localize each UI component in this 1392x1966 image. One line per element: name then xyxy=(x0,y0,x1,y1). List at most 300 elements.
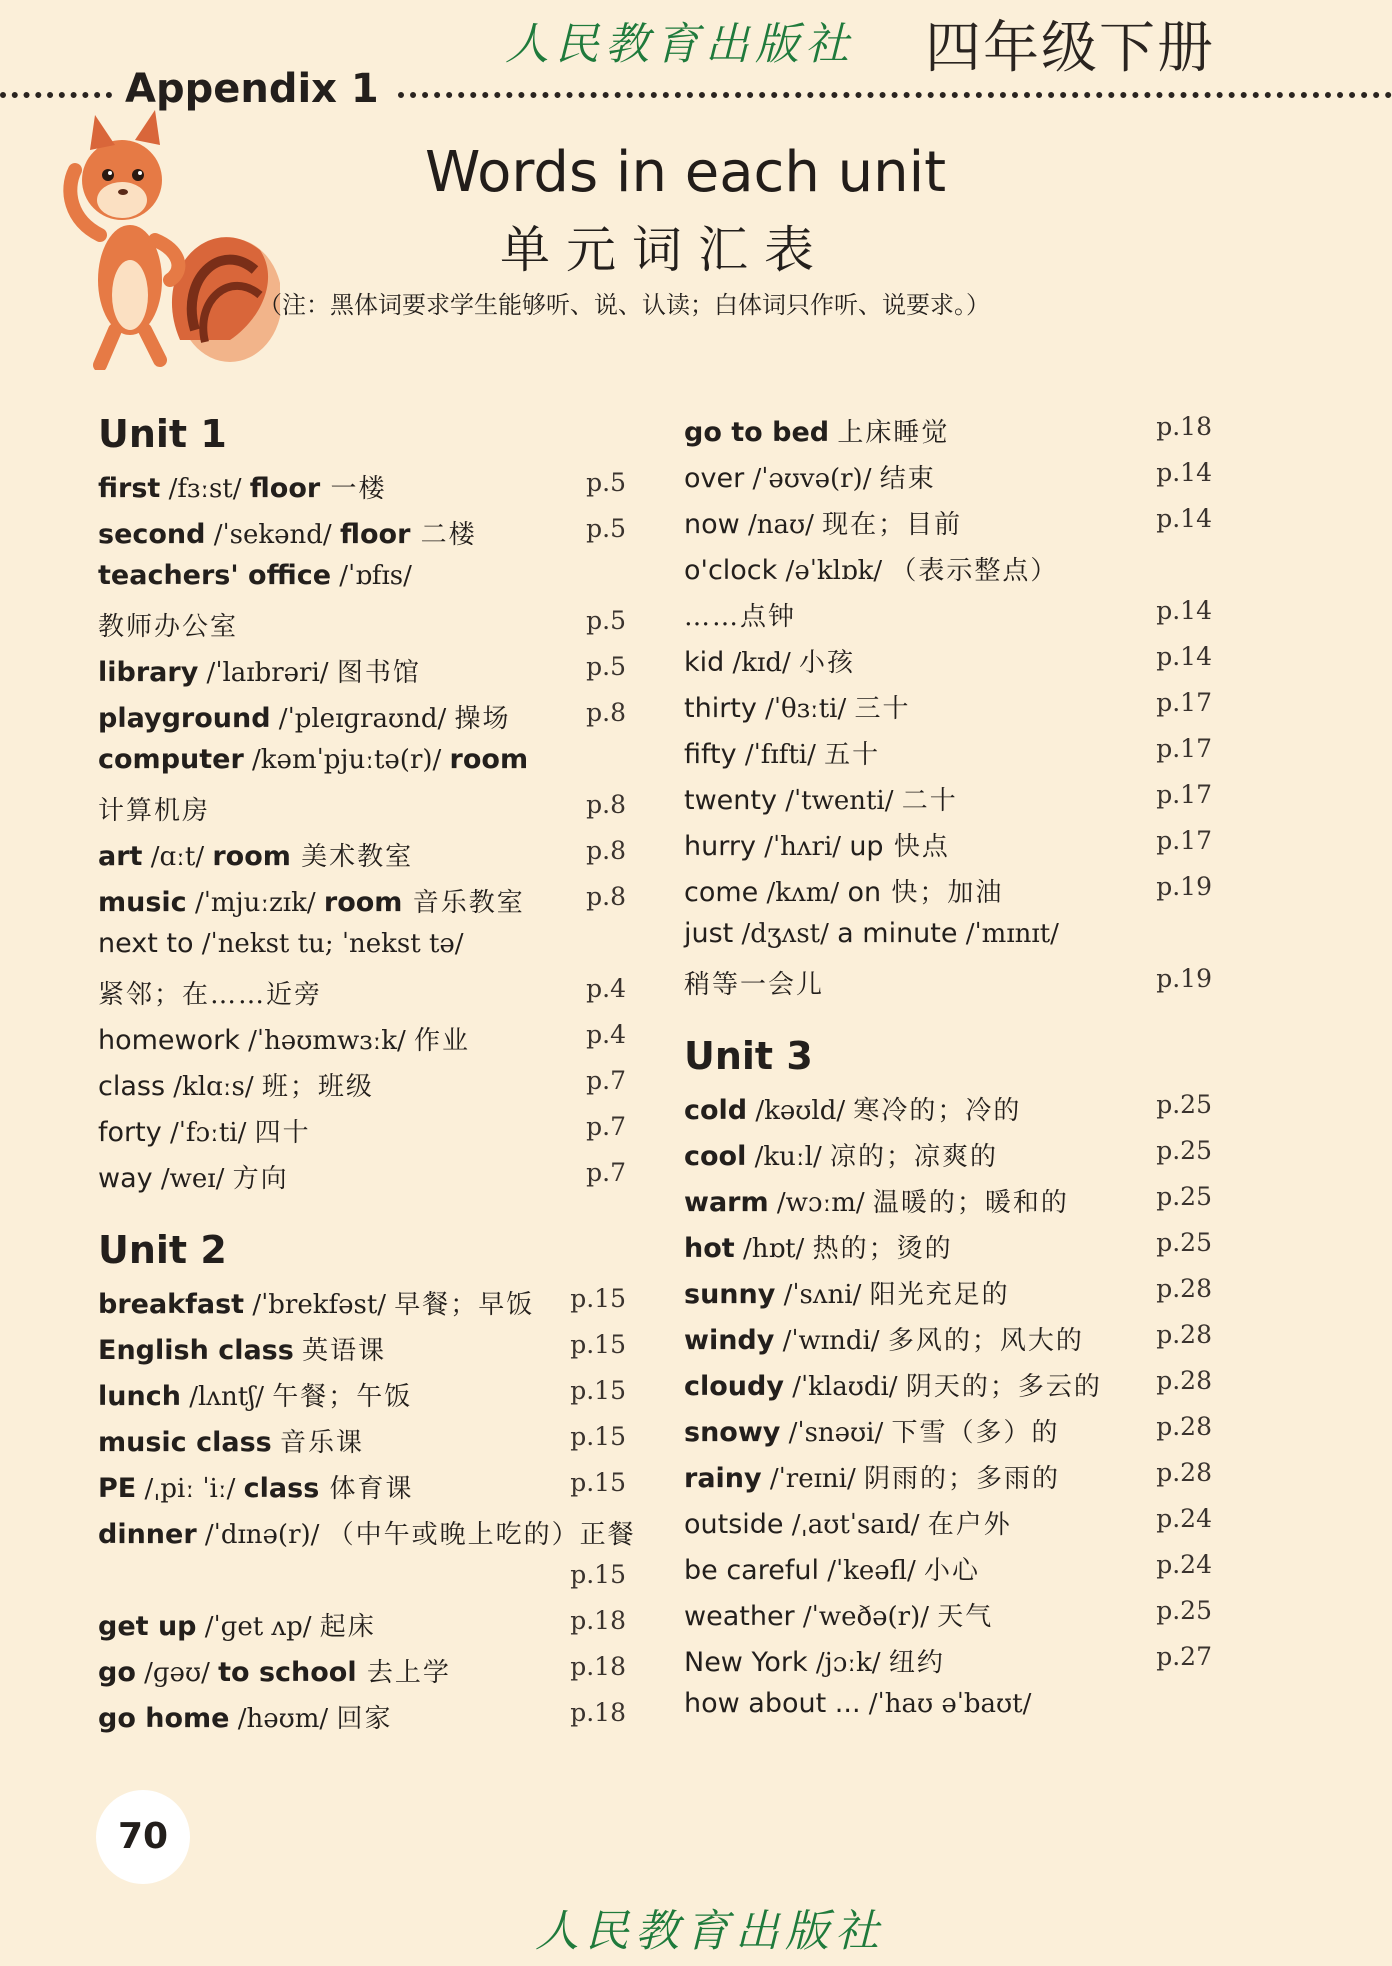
vocabulary-entry xyxy=(684,1688,1224,1728)
entry-meaning: 结束 xyxy=(879,464,936,494)
entry-word: go to bed xyxy=(684,417,830,448)
entry-text xyxy=(684,1228,953,1265)
entry-meaning: 上床睡觉 xyxy=(837,418,950,448)
vocabulary-entry xyxy=(98,1284,638,1324)
entry-page-ref: p.19 xyxy=(1156,872,1212,901)
entry-page-ref: p.17 xyxy=(1156,780,1212,809)
entry-phonetic: /kʌm/ xyxy=(758,878,848,908)
entry-phonetic: /ˈɒfɪs/ xyxy=(331,561,412,591)
vocabulary-entry xyxy=(98,744,638,784)
entry-word: library xyxy=(98,657,199,688)
vocabulary-entry xyxy=(684,1136,1224,1176)
entry-word: go home xyxy=(98,1702,230,1734)
entry-text xyxy=(98,1066,374,1103)
vocabulary-entry xyxy=(98,790,638,830)
vocabulary-entry xyxy=(684,1550,1224,1590)
vocabulary-entry xyxy=(684,458,1224,498)
entry-meaning: 音乐教室 xyxy=(402,888,525,918)
entry-meaning: 音乐课 xyxy=(279,1427,364,1458)
vocabulary-entry xyxy=(684,872,1224,912)
entry-page-ref: p.15 xyxy=(570,1283,626,1313)
entry-text xyxy=(684,642,855,679)
entry-page-ref: p.17 xyxy=(1156,688,1212,717)
entry-word: room xyxy=(449,744,529,775)
entry-page-ref: p.4 xyxy=(586,1020,626,1049)
entry-page-ref: p.18 xyxy=(570,1697,626,1727)
vocabulary-entry xyxy=(98,560,638,600)
entry-page-ref: p.15 xyxy=(570,1375,626,1405)
entry-phonetic: /ˈsekənd/ xyxy=(205,520,340,550)
entry-text xyxy=(98,606,238,643)
vocabulary-entry xyxy=(98,836,638,876)
entry-word: cloudy xyxy=(684,1370,784,1402)
vocabulary-entry xyxy=(684,1274,1224,1314)
entry-page-ref: p.28 xyxy=(1156,1411,1212,1441)
vocabulary-entry xyxy=(684,826,1224,866)
entry-text xyxy=(684,458,936,495)
entry-page-ref: p.15 xyxy=(570,1559,626,1589)
entry-meaning: 英语课 xyxy=(302,1335,387,1366)
entry-text xyxy=(684,872,1003,909)
entry-page-ref: p.4 xyxy=(586,974,626,1003)
entry-word: windy xyxy=(684,1324,775,1356)
entry-text xyxy=(684,1504,1012,1541)
entry-meaning: 快；加油 xyxy=(881,878,1004,908)
entry-page-ref: p.5 xyxy=(586,606,626,635)
entry-text xyxy=(98,790,210,827)
entry-word: dinner xyxy=(98,1518,197,1550)
entry-phonetic: /kəʊld/ xyxy=(747,1095,854,1126)
entry-word: lunch xyxy=(98,1380,181,1412)
entry-text xyxy=(98,468,386,505)
vocabulary-entry xyxy=(98,1468,638,1508)
vocabulary-entry xyxy=(684,780,1224,820)
entry-text xyxy=(98,1698,392,1735)
entry-word: room xyxy=(323,887,403,918)
page-title-chinese: 单元词汇表 xyxy=(500,221,830,279)
unit-heading: Unit 3 xyxy=(684,1033,813,1078)
entry-text xyxy=(684,1642,945,1679)
entry-text xyxy=(98,1514,636,1551)
vocabulary-entry xyxy=(684,1596,1224,1636)
entry-word: cold xyxy=(684,1094,748,1126)
vocabulary-entry xyxy=(98,1066,638,1106)
entry-phonetic: /ˈθɜːti/ xyxy=(756,694,855,724)
entry-word: snowy xyxy=(684,1416,781,1448)
entry-text xyxy=(98,652,421,689)
entry-text xyxy=(684,734,880,771)
entry-page-ref: p.7 xyxy=(586,1066,626,1095)
vocabulary-entry xyxy=(98,882,638,922)
vocabulary-entry xyxy=(98,1422,638,1462)
entry-meaning: 一楼 xyxy=(320,474,387,504)
entry-meaning: 方向 xyxy=(232,1164,289,1194)
vocabulary-entry xyxy=(684,918,1224,958)
vocabulary-entry xyxy=(98,698,638,738)
entry-text xyxy=(98,1422,364,1459)
entry-phonetic: /ˈtwenti/ xyxy=(776,786,902,816)
vocabulary-entry xyxy=(98,1112,638,1152)
vocabulary-entry xyxy=(98,606,638,646)
entry-phonetic: /ˈfɔːti/ xyxy=(161,1118,255,1148)
entry-phonetic: /naʊ/ xyxy=(739,510,823,540)
entry-word: hot xyxy=(684,1232,735,1264)
entry-page-ref: p.18 xyxy=(570,1651,626,1681)
unit-heading: Unit 1 xyxy=(98,412,227,456)
entry-meaning: 现在；目前 xyxy=(822,510,963,540)
entry-phonetic: /ˈhəʊmwɜːk/ xyxy=(239,1026,414,1056)
entry-meaning: 四十 xyxy=(254,1118,311,1148)
entry-text xyxy=(684,1274,1010,1311)
vocabulary-entry xyxy=(684,1504,1224,1544)
entry-meaning: 作业 xyxy=(414,1026,471,1056)
entry-word: sunny xyxy=(684,1278,776,1310)
entry-page-ref: p.25 xyxy=(1156,1595,1212,1625)
vocabulary-entry xyxy=(684,688,1224,728)
entry-text xyxy=(684,1090,1021,1127)
entry-text xyxy=(98,928,464,959)
entry-meaning: 午餐；午饭 xyxy=(272,1381,413,1412)
entry-word: breakfast xyxy=(98,1288,245,1320)
entry-word: homework xyxy=(98,1025,240,1056)
entry-meaning: 热的；烫的 xyxy=(812,1233,953,1264)
entry-word: up xyxy=(849,831,884,862)
publisher-logo-bottom: 人民教育出版社 xyxy=(535,1906,885,1957)
vocabulary-entry xyxy=(684,596,1224,636)
entry-word: rainy xyxy=(684,1462,762,1494)
entry-page-ref: p.18 xyxy=(570,1605,626,1635)
entry-text xyxy=(98,560,412,591)
entry-text xyxy=(684,1596,993,1633)
entry-page-ref: p.25 xyxy=(1156,1181,1212,1211)
entry-phonetic: /ˈmjuːzɪk/ xyxy=(186,888,324,918)
entry-page-ref: p.8 xyxy=(586,698,626,727)
vocabulary-entry xyxy=(684,1090,1224,1130)
entry-phonetic: /ˈwɪndi/ xyxy=(774,1325,888,1356)
entry-phonetic: /ˈbrekfəst/ xyxy=(244,1289,395,1320)
vocabulary-entry xyxy=(98,1514,638,1554)
entry-phonetic: /ˈmɪnɪt/ xyxy=(957,919,1059,949)
entry-word: twenty xyxy=(684,785,777,816)
entry-page-ref: p.27 xyxy=(1156,1641,1212,1671)
entry-text xyxy=(684,826,950,863)
entry-word: art xyxy=(98,841,143,872)
entry-phonetic: /ˌpiː ˈiː/ xyxy=(136,1473,244,1504)
entry-page-ref: p.28 xyxy=(1156,1365,1212,1395)
entry-word: hurry xyxy=(684,831,756,862)
entry-text xyxy=(684,412,949,449)
entry-phonetic: /ˈkeəfl/ xyxy=(818,1555,925,1586)
entry-word: go xyxy=(98,1656,136,1688)
entry-word: floor xyxy=(249,473,321,504)
vocabulary-entry xyxy=(98,1698,638,1738)
entry-text xyxy=(684,504,962,541)
entry-text xyxy=(684,918,1059,949)
vocabulary-entry xyxy=(684,1366,1224,1406)
entry-meaning: 美术教室 xyxy=(290,842,414,872)
entry-word: computer xyxy=(98,744,244,775)
entry-meaning: 紧邻；在……近旁 xyxy=(98,980,323,1010)
entry-word: music xyxy=(98,887,187,918)
vocabulary-entry xyxy=(98,1652,638,1692)
entry-text xyxy=(98,1376,412,1413)
vocabulary-entry xyxy=(684,642,1224,682)
entry-text xyxy=(98,1112,311,1149)
vocabulary-entry xyxy=(684,1642,1224,1682)
entry-phonetic: /ˈlaɪbrəri/ xyxy=(198,658,337,688)
entry-phonetic: /dʒʌst/ xyxy=(733,919,838,949)
entry-page-ref: p.14 xyxy=(1156,596,1212,625)
vocabulary-entry xyxy=(98,1606,638,1646)
entry-text xyxy=(98,1284,534,1321)
entry-phonetic: /ˈdɪnə(r)/ xyxy=(196,1519,328,1550)
entry-phonetic: /ˈfɪfti/ xyxy=(736,740,825,770)
entry-phonetic: /ˈnekst tu; ˈnekst tə/ xyxy=(193,929,464,959)
entry-phonetic: /həʊm/ xyxy=(229,1703,337,1734)
entry-phonetic: /ˈəʊvə(r)/ xyxy=(744,464,880,494)
entry-word: teachers' office xyxy=(98,560,332,591)
dotted-divider-right xyxy=(398,92,1392,98)
entry-phonetic: /ˈreɪni/ xyxy=(761,1463,865,1494)
entry-word: just xyxy=(684,918,734,949)
entry-page-ref: p.15 xyxy=(570,1421,626,1451)
entry-text xyxy=(98,1020,470,1057)
entry-meaning: 多风的；风大的 xyxy=(887,1325,1084,1356)
entry-meaning: 早餐；早饭 xyxy=(394,1289,535,1320)
entry-meaning: 体育课 xyxy=(319,1473,414,1504)
entry-meaning: （表示整点） xyxy=(890,556,1059,586)
entry-text xyxy=(98,1606,376,1643)
entry-text xyxy=(684,1182,1069,1219)
entry-page-ref: p.28 xyxy=(1156,1273,1212,1303)
entry-word: outside xyxy=(684,1508,784,1540)
vocabulary-entry xyxy=(98,974,638,1014)
entry-text xyxy=(684,1136,998,1173)
entry-text xyxy=(98,882,525,919)
entry-phonetic: /əˈklɒk/ xyxy=(777,556,891,586)
entry-page-ref: p.7 xyxy=(586,1158,626,1187)
vocabulary-entry xyxy=(98,928,638,968)
entry-page-ref: p.28 xyxy=(1156,1457,1212,1487)
entry-word: how about ... xyxy=(684,1687,861,1719)
entry-word: room xyxy=(212,841,291,872)
entry-word: kid xyxy=(684,647,725,678)
entry-text xyxy=(684,596,796,633)
entry-page-ref: p.14 xyxy=(1156,642,1212,671)
vocabulary-entry xyxy=(684,964,1224,1004)
entry-page-ref: p.14 xyxy=(1156,504,1212,533)
entry-page-ref: p.5 xyxy=(586,468,626,497)
entry-text xyxy=(684,1320,1084,1357)
entry-phonetic: /ˈsʌni/ xyxy=(775,1279,870,1310)
appendix-heading: Appendix 1 xyxy=(125,66,379,112)
entry-meaning: （中午或晚上吃的）正餐 xyxy=(327,1519,636,1550)
entry-text xyxy=(684,1688,1031,1719)
entry-page-ref: p.15 xyxy=(570,1329,626,1359)
entry-phonetic: /ˈweðə(r)/ xyxy=(794,1601,938,1632)
entry-word: be careful xyxy=(684,1554,819,1586)
entry-phonetic: /wɔːm/ xyxy=(768,1187,873,1218)
vocabulary-entry xyxy=(98,1158,638,1198)
entry-meaning: 温暖的；暖和的 xyxy=(872,1187,1069,1218)
entry-meaning: 小孩 xyxy=(799,648,856,678)
entry-phonetic: /ɡəʊ/ xyxy=(135,1657,219,1688)
entry-phonetic: /ˌaʊtˈsaɪd/ xyxy=(783,1509,928,1540)
entry-meaning: 阳光充足的 xyxy=(869,1279,1010,1310)
entry-word: o'clock xyxy=(684,555,778,586)
entry-meaning: 寒冷的；冷的 xyxy=(853,1095,1022,1126)
entry-word: music class xyxy=(98,1426,272,1458)
entry-text xyxy=(684,1366,1102,1403)
vocabulary-entry xyxy=(684,504,1224,544)
entry-word: way xyxy=(98,1163,153,1194)
entry-meaning: 教师办公室 xyxy=(98,612,239,642)
entry-meaning: 计算机房 xyxy=(98,796,211,826)
entry-word: next to xyxy=(98,928,194,959)
entry-word: English class xyxy=(98,1334,294,1366)
entry-page-ref: p.25 xyxy=(1156,1227,1212,1257)
entry-word: fifty xyxy=(684,739,737,770)
entry-word: on xyxy=(847,877,882,908)
page-title-english: Words in each unit xyxy=(425,140,947,205)
entry-text xyxy=(98,1468,414,1505)
entry-word: class xyxy=(243,1472,320,1504)
entry-page-ref: p.5 xyxy=(586,652,626,681)
entry-text xyxy=(684,550,1058,587)
entry-page-ref: p.28 xyxy=(1156,1319,1212,1349)
unit-heading: Unit 2 xyxy=(98,1227,227,1272)
entry-word: second xyxy=(98,519,206,550)
entry-text xyxy=(684,688,911,725)
entry-page-ref: p.25 xyxy=(1156,1089,1212,1119)
entry-text xyxy=(684,1550,980,1587)
entry-meaning: 下雪（多）的 xyxy=(891,1417,1060,1448)
vocabulary-entry xyxy=(98,652,638,692)
entry-text xyxy=(684,964,824,1001)
vocabulary-entry xyxy=(684,1458,1224,1498)
entry-text xyxy=(98,1158,289,1195)
entry-text xyxy=(98,836,413,873)
entry-text xyxy=(684,1412,1060,1449)
entry-meaning: 阴雨的；多雨的 xyxy=(864,1463,1061,1494)
entry-phonetic: /jɔːk/ xyxy=(807,1647,889,1678)
entry-phonetic: /weɪ/ xyxy=(152,1164,233,1194)
entry-word: warm xyxy=(684,1186,769,1218)
entry-meaning: 五十 xyxy=(824,740,881,770)
entry-phonetic: /ˈpleɪɡraʊnd/ xyxy=(270,704,455,734)
entry-word: forty xyxy=(98,1117,162,1148)
entry-word: New York xyxy=(684,1646,808,1678)
entry-phonetic: /ˈklaʊdi/ xyxy=(783,1371,906,1402)
grade-label: 四年级下册 xyxy=(925,16,1215,81)
vocabulary-entry xyxy=(684,412,1224,452)
entry-word: now xyxy=(684,509,740,540)
entry-meaning: 小心 xyxy=(924,1555,981,1586)
vocabulary-entry xyxy=(684,1228,1224,1268)
entry-meaning: 去上学 xyxy=(356,1657,451,1688)
entry-text xyxy=(684,780,958,817)
entry-word: PE xyxy=(98,1472,137,1504)
entry-meaning: 稍等一会儿 xyxy=(684,970,825,1000)
entry-page-ref: p.15 xyxy=(570,1467,626,1497)
entry-word: over xyxy=(684,463,745,494)
entry-phonetic: /hɒt/ xyxy=(734,1233,813,1264)
entry-page-ref: p.14 xyxy=(1156,458,1212,487)
entry-phonetic: /kɪd/ xyxy=(724,648,800,678)
entry-meaning: 二十 xyxy=(901,786,958,816)
vocabulary-entry xyxy=(684,1412,1224,1452)
entry-phonetic: /ˈɡet ʌp/ xyxy=(196,1611,320,1642)
dotted-divider-left xyxy=(0,92,112,98)
entry-phonetic: /klɑːs/ xyxy=(165,1072,262,1102)
entry-phonetic: /ˈhaʊ əˈbaʊt/ xyxy=(860,1688,1032,1719)
entry-phonetic: /kuːl/ xyxy=(746,1141,830,1172)
vocabulary-entry xyxy=(98,514,638,554)
entry-meaning: 在户外 xyxy=(927,1509,1012,1540)
entry-meaning: 操场 xyxy=(454,704,511,734)
entry-phonetic: /lʌntʃ/ xyxy=(180,1381,273,1412)
entry-word: playground xyxy=(98,703,271,734)
entry-page-ref: p.7 xyxy=(586,1112,626,1141)
entry-page-ref: p.8 xyxy=(586,882,626,911)
vocabulary-entry xyxy=(684,1320,1224,1360)
squirrel-illustration xyxy=(60,110,280,370)
entry-word: get up xyxy=(98,1610,197,1642)
entry-word: come xyxy=(684,877,759,908)
page-note: （注：黑体词要求学生能够听、说、认读；白体词只作听、说要求。） xyxy=(258,291,990,319)
vocabulary-entry xyxy=(98,468,638,508)
entry-meaning: 天气 xyxy=(937,1601,994,1632)
entry-word: weather xyxy=(684,1600,795,1632)
entry-meaning: 凉的；凉爽的 xyxy=(829,1141,998,1172)
entry-page-ref: p.24 xyxy=(1156,1503,1212,1533)
entry-page-ref: p.8 xyxy=(586,836,626,865)
entry-word: cool xyxy=(684,1140,747,1172)
entry-phonetic: /kəmˈpjuːtə(r)/ xyxy=(243,745,450,775)
entry-word: floor xyxy=(339,519,411,550)
vocabulary-entry xyxy=(684,734,1224,774)
vocabulary-entry xyxy=(98,1020,638,1060)
entry-page-ref: p.17 xyxy=(1156,826,1212,855)
entry-text xyxy=(98,698,511,735)
entry-word: a minute xyxy=(837,918,958,949)
entry-phonetic: /ɑːt/ xyxy=(142,842,213,872)
entry-meaning: 二楼 xyxy=(410,520,477,550)
entry-phonetic xyxy=(294,1336,302,1366)
page-number: 70 xyxy=(96,1790,190,1884)
entry-page-ref: p.19 xyxy=(1156,964,1212,993)
vocabulary-entry xyxy=(98,1330,638,1370)
entry-meaning: 图书馆 xyxy=(336,658,421,688)
vocabulary-entry xyxy=(684,1182,1224,1222)
entry-phonetic: /ˈhʌri/ xyxy=(755,832,850,862)
entry-text xyxy=(98,514,477,551)
vocabulary-entry xyxy=(684,550,1224,590)
entry-word: class xyxy=(98,1071,166,1102)
entry-meaning: 三十 xyxy=(854,694,911,724)
entry-meaning: 回家 xyxy=(336,1703,393,1734)
entry-phonetic xyxy=(272,1428,280,1458)
entry-text xyxy=(98,744,528,775)
entry-page-ref: p.25 xyxy=(1156,1135,1212,1165)
entry-page-ref: p.8 xyxy=(586,790,626,819)
entry-meaning: 起床 xyxy=(319,1611,376,1642)
entry-page-ref: p.17 xyxy=(1156,734,1212,763)
entry-meaning: ……点钟 xyxy=(684,602,797,632)
entry-phonetic: /ˈsnəʊi/ xyxy=(780,1417,892,1448)
entry-meaning: 快点 xyxy=(883,832,950,862)
entry-page-ref: p.24 xyxy=(1156,1549,1212,1579)
